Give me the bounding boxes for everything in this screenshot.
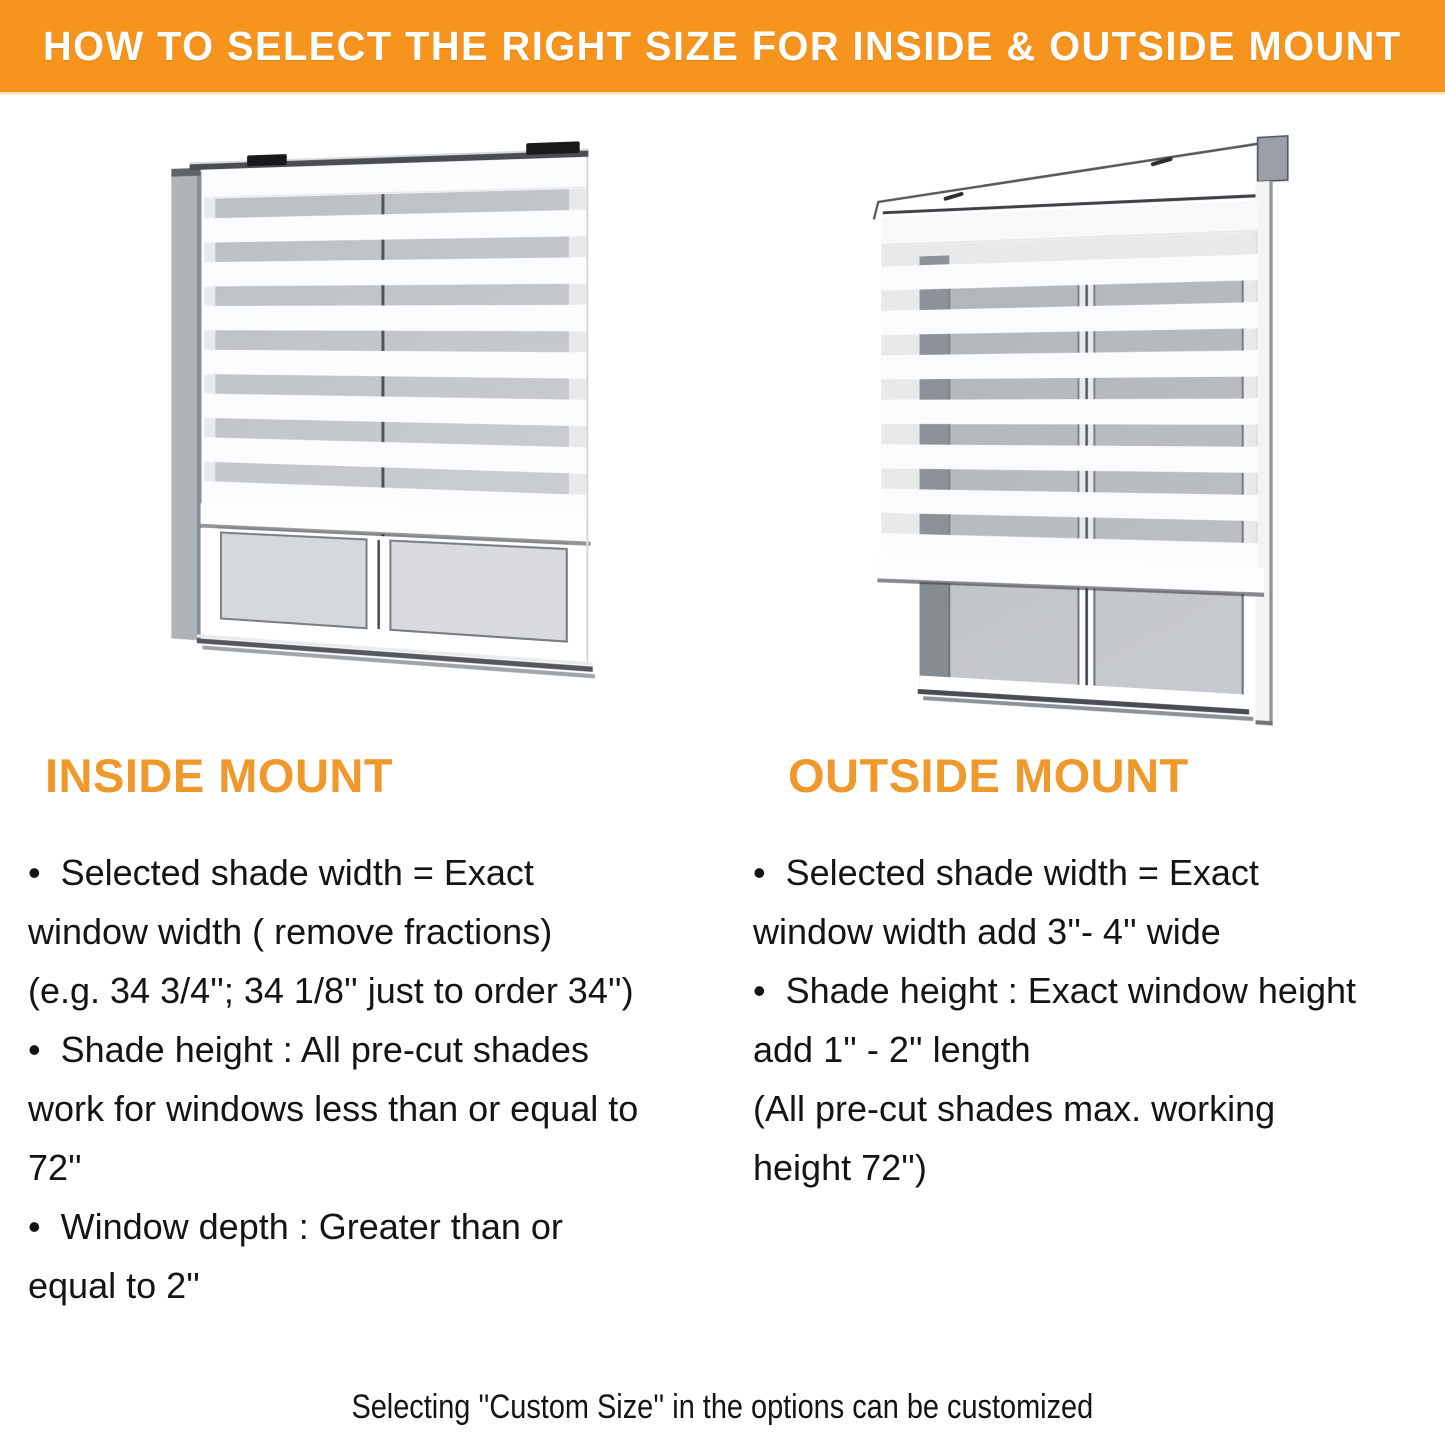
bullet-line: (e.g. 34 3/4''; 34 1/8'' just to order 34'') <box>28 970 634 1011</box>
bullet-line: height 72'') <box>753 1147 927 1188</box>
inside-mount-illustration <box>148 148 593 683</box>
custom-size-note <box>0 1388 1445 1427</box>
bullet-line: • Window depth : Greater than or <box>28 1206 563 1247</box>
bullet-line: • Shade height : All pre-cut shades <box>28 1029 589 1070</box>
bullet-line: window width ( remove fractions) <box>28 911 553 952</box>
outside-mount-window-icon <box>866 118 1304 763</box>
outside-mount-heading: OUTSIDE MOUNT <box>788 749 1189 802</box>
custom-size-note-text: Selecting ''Custom Size'' in the options can be customized <box>351 1388 1094 1426</box>
bullet-line: • Shade height : Exact window height <box>753 970 1356 1011</box>
bullet-line: work for windows less than or equal to <box>28 1088 639 1129</box>
outside-mount-instructions <box>753 843 1445 1197</box>
bullet-line: add 1'' - 2'' length <box>753 1029 1031 1070</box>
bullet-line: equal to 2'' <box>28 1265 200 1306</box>
outside-mount-illustration <box>852 132 1297 747</box>
bullet-line: window width add 3''- 4'' wide <box>753 911 1221 952</box>
inside-mount-heading: INSIDE MOUNT <box>45 749 394 802</box>
bullet-line: • Selected shade width = Exact <box>28 852 534 893</box>
bullet-line: (All pre-cut shades max. working <box>753 1088 1276 1129</box>
bullet-line: 72'' <box>28 1147 82 1188</box>
banner <box>0 0 1445 95</box>
inside-mount-window-icon <box>162 140 600 701</box>
banner-title: HOW TO SELECT THE RIGHT SIZE FOR INSIDE & OUTSIDE MOUNT <box>43 22 1402 69</box>
inside-mount-instructions <box>28 843 728 1315</box>
bullet-line: • Selected shade width = Exact <box>753 852 1259 893</box>
